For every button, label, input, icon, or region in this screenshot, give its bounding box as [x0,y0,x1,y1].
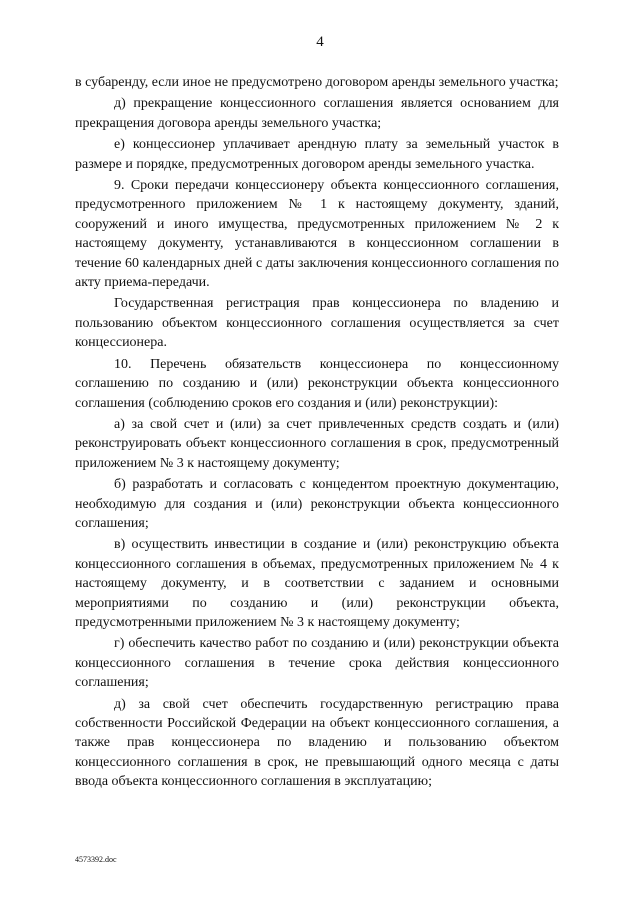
paragraph-item-a-create: а) за свой счет и (или) за счет привлеченных средств создать и (или) реконструировать объект концессионного соглашения в срок, предусмотренный приложением № 3 к настоящему документу; [75,416,559,471]
paragraph-item-d-registration: д) за свой счет обеспечить государственную регистрацию права собственности Российской Федерации на объект концессионного соглашения, а также прав концессионера по владению и пользованию объектом концессионного соглашения в срок, не превышающий одного месяца с даты ввода объекта концессионного соглашения в эксплуатацию; [75,696,559,790]
footer-file-name: 4573392.doc [75,855,117,864]
paragraph-clause-10: 10. Перечень обязательств концессионера по концессионному соглашению по созданию и (или) реконструкции объекта концессионного соглашения (соблюдению сроков его создания и (или) реконструкции): [75,356,559,411]
paragraph-item-d-termination: д) прекращение концессионного соглашения является основанием для прекращения договора аренды земельного участка; [75,96,559,131]
paragraph-item-g-quality: г) обеспечить качество работ по созданию и (или) реконструкции объекта концессионного соглашения в течение срока действия концессионного соглашения; [75,636,559,691]
paragraph-item-e-rent: е) концессионер уплачивает арендную плату за земельный участок в размере и порядке, предусмотренных договором аренды земельного участка. [75,137,559,172]
paragraph-item-v-invest: в) осуществить инвестиции в создание и (или) реконструкцию объекта концессионного соглашения в объемах, предусмотренных приложением № 4 к настоящему документу, и в соответствии с заданием и основными мероприятиями по созданию и (или) реконструкции объекта, предусмотренными приложением № 3 к настоящему документу; [75,537,559,630]
paragraph-clause-9: 9. Сроки передачи концессионеру объекта концессионного соглашения, предусмотренного приложением № 1 к настоящему документу, зданий, сооружений и иного имущества, предусмотренных приложением № 2 к настоящему документу, устанавливаются в концессионном соглашении в течение 60 календарных дней с даты заключения концессионного соглашения по акту приема-передачи. [75,178,559,291]
paragraph-item-b-design: б) разработать и согласовать с концедентом проектную документацию, необходимую для создания и (или) реконструкции объекта концессионного соглашения; [75,477,559,531]
paragraph-state-registration: Государственная регистрация прав концессионера по владению и пользованию объектом концессионного соглашения осуществляется за счет концессионера. [75,296,559,351]
page-number: 4 [316,34,324,50]
paragraph-subarenda-continuation: в субаренду, если иное не предусмотрено договором аренды земельного участка; [75,75,559,90]
document-body [75,73,559,794]
